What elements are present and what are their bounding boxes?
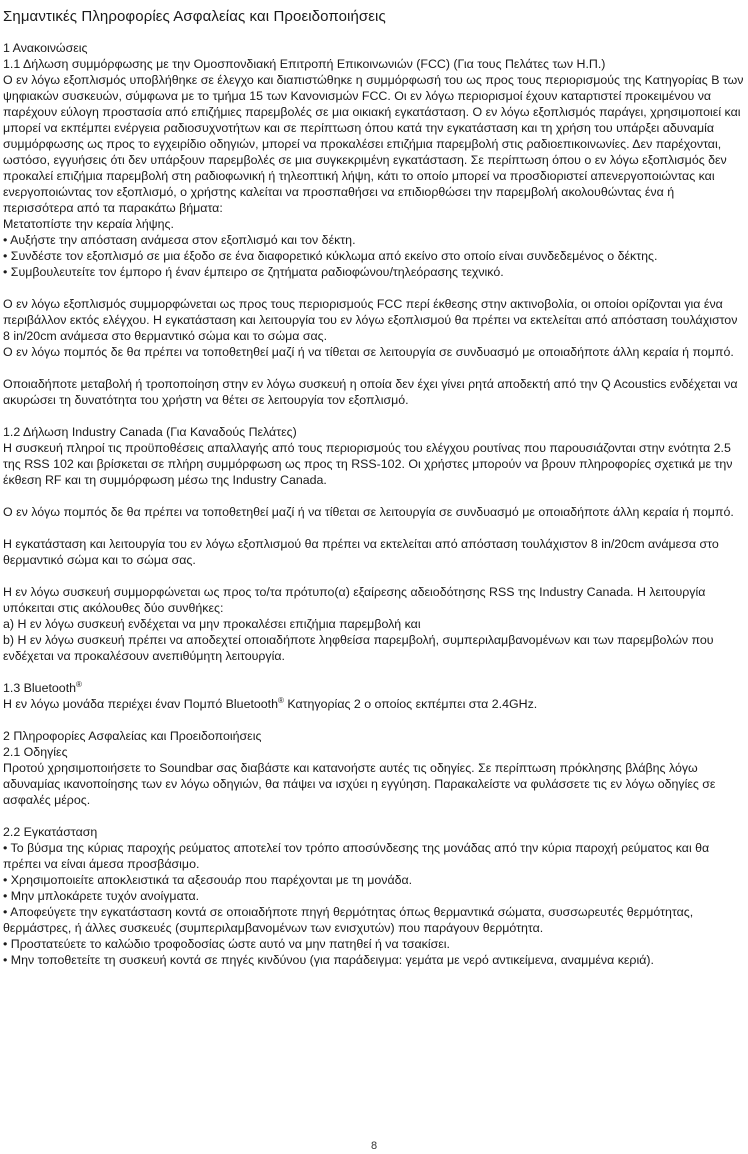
bluetooth-text-a: Η εν λόγω μονάδα περιέχει έναν Πομπό Bluetooth bbox=[3, 697, 279, 711]
spacer bbox=[3, 520, 744, 536]
fcc-step-4: • Συμβουλευτείτε τον έμπορο ή έναν έμπειρο σε ζητήματα ραδιοφώνου/τηλεόρασης τεχνικό. bbox=[3, 265, 504, 279]
ic-condition-a: a) Η εν λόγω συσκευή ενδέχεται να μην προκαλέσει επιζήμια παρεμβολή και bbox=[3, 617, 421, 631]
spacer bbox=[3, 280, 744, 296]
section-1-1-heading: 1.1 Δήλωση συμμόρφωσης με την Ομοσπονδιακή Επιτροπή Επικοινωνιών (FCC) (Για τους Πελάτες των Η.Π.) bbox=[3, 57, 606, 71]
installation-item-4: • Αποφεύγετε την εγκατάσταση κοντά σε οποιαδήποτε πηγή θερμότητας όπως θερμαντικά σώματα, συσσωρευτές θερμότητας, θερμάστρες, ή άλλες συσκευές (συμπεριλαμβανομένων των ενισχυτών) που παράγουν θερμότητα. bbox=[3, 905, 694, 935]
installation-item-3: • Μην μπλοκάρετε τυχόν ανοίγματα. bbox=[3, 889, 200, 903]
ic-paragraph-3: Η εγκατάσταση και λειτουργία του εν λόγω εξοπλισμού θα πρέπει να εκτελείται από απόσταση τουλάχιστον 8 in/20cm ανάμεσα στο θερμαντικό σώμα και το σώμα σας. bbox=[3, 537, 719, 567]
section-2-2-heading: 2.2 Εγκατάσταση bbox=[3, 825, 98, 839]
ic-paragraph-2: Ο εν λόγω πομπός δε θα πρέπει να τοποθετηθεί μαζί ή να τίθεται σε λειτουργία σε συνδυασμό με οποιαδήποτε άλλη κεραία ή πομπό. bbox=[3, 505, 734, 519]
installation-item-6: • Μην τοποθετείτε τη συσκευή κοντά σε πηγές κινδύνου (για παράδειγμα: γεμάτα με νερό αντικείμενα, αναμμένα κεριά). bbox=[3, 953, 654, 967]
spacer bbox=[3, 808, 744, 824]
bluetooth-text-b: Κατηγορίας 2 ο οποίος εκπέμπει στα 2.4GHz. bbox=[283, 697, 538, 711]
spacer bbox=[3, 488, 744, 504]
section-2-1-heading: 2.1 Οδηγίες bbox=[3, 745, 68, 759]
fcc-paragraph-3: Ο εν λόγω πομπός δε θα πρέπει να τοποθετηθεί μαζί ή να τίθεται σε λειτουργία σε συνδυασμό με οποιαδήποτε άλλη κεραία ή πομπό. bbox=[3, 345, 734, 359]
instructions-paragraph: Προτού χρησιμοποιήσετε το Soundbar σας διαβάστε και κατανοήστε αυτές τις οδηγίες. Σε περίπτωση πρόκλησης βλάβης λόγω αδυναμίας ικανοποίησης των εν λόγω οδηγιών, θα πάψει να ισχύει η εγγύηση. Παρακαλείστε να φυλάσσετε τις εν λόγω οδηγίες σε ασφαλές μέρος. bbox=[3, 761, 716, 807]
fcc-step-1: Μετατοπίστε την κεραία λήψης. bbox=[3, 217, 174, 231]
page-number: 8 bbox=[370, 1140, 378, 1152]
spacer bbox=[3, 408, 744, 424]
section-1-2-heading: 1.2 Δήλωση Industry Canada (Για Καναδούς Πελάτες) bbox=[3, 425, 297, 439]
spacer bbox=[3, 568, 744, 584]
section-1-3-heading bbox=[3, 680, 744, 696]
spacer bbox=[3, 712, 744, 728]
registered-mark: ® bbox=[76, 680, 82, 689]
fcc-paragraph-1: Ο εν λόγω εξοπλισμός υποβλήθηκε σε έλεγχο και διαπιστώθηκε η συμμόρφωσή του ως προς τους περιορισμούς της Κατηγορίας Β των ψηφιακών συσκευών, σύμφωνα με το τμήμα 15 των Κανονισμών FCC. Οι εν λόγω περιορισμοί έχουν καταρτιστεί προκειμένου να παρέχουν εύλογη προστασία από επιζήμιες παρεμβολές σε μια οικιακή εγκατάσταση. Ο εν λόγω εξοπλισμός παράγει, χρησιμοποιεί και μπορεί να εκπέμπει ενέργεια ραδιοσυχνοτήτων και σε περίπτωση όπου κατά την εγκατάσταση και τη χρήση του υπάρξει αδυναμία συμμόρφωσης ως προς το εγχειρίδιο οδηγιών, μπορεί να προκαλέσει επιζήμια παρεμβολή στις ραδιοεπικοινωνίες. Δεν παρέχονται, ωστόσο, εγγυήσεις ότι δεν υπάρξουν παρεμβολές σε μια συγκεκριμένη εγκατάσταση. Σε περίπτωση όπου ο εν λόγω εξοπλισμός δεν προκαλεί επιζήμια παρεμβολή στη ραδιοφωνική ή τηλεοπτική λήψη, κάτι το οποίο μπορεί να προσδιοριστεί απενεργοποιώντας και ενεργοποιώντας τον εξοπλισμό, ο χρήστης καλείται να προσπαθήσει να επιδιορθώσει την παρεμβολή ακολουθώντας ένα ή περισσότερα από τα παρακάτω βήματα: bbox=[3, 73, 744, 215]
ic-condition-b: b) Η εν λόγω συσκευή πρέπει να αποδεχτεί οποιαδήποτε ληφθείσα παρεμβολή, συμπεριλαμβανομένων και των παρεμβολών που ενδέχεται να προκαλέσουν ανεπιθύμητη λειτουργία. bbox=[3, 633, 714, 663]
fcc-paragraph-4: Οποιαδήποτε μεταβολή ή τροποποίηση στην εν λόγω συσκευή η οποία δεν έχει γίνει ρητά αποδεκτή από την Q Acoustics ενδέχεται να ακυρώσει τη δυνατότητα του χρήστη να θέτει σε λειτουργία τον εξοπλισμό. bbox=[3, 377, 738, 407]
spacer bbox=[3, 664, 744, 680]
ic-paragraph-1: Η συσκευή πληροί τις προϋποθέσεις απαλλαγής από τους περιορισμούς του ελέγχου ρουτίνας που παρουσιάζονται στην ενότητα 2.5 της RSS 102 και βρίσκεται σε πλήρη συμμόρφωση ως προς τη RSS-102. Οι χρήστες μπορούν να βρουν πληροφορίες σχετικά με την έκθεση RF και τη συμμόρφωση μέσω της Industry Canada. bbox=[3, 441, 733, 487]
page-title: Σημαντικές Πληροφορίες Ασφαλείας και Προειδοποιήσεις bbox=[3, 8, 386, 25]
section-2-heading: 2 Πληροφορίες Ασφαλείας και Προειδοποιήσεις bbox=[3, 729, 262, 743]
registered-mark: ® bbox=[278, 696, 284, 705]
fcc-step-3: • Συνδέστε τον εξοπλισμό σε μια έξοδο σε ένα διαφορετικό κύκλωμα από εκείνο στο οποίο είναι συνδεδεμένος ο δέκτης. bbox=[3, 249, 658, 263]
section-1-heading: 1 Ανακοινώσεις bbox=[3, 41, 88, 55]
ic-paragraph-4: Η εν λόγω συσκευή συμμορφώνεται ως προς το/τα πρότυπο(α) εξαίρεσης αδειοδότησης RSS της Industry Canada. Η λειτουργία υπόκειται στις ακόλουθες δύο συνθήκες: bbox=[3, 585, 706, 615]
spacer bbox=[3, 360, 744, 376]
bluetooth-paragraph bbox=[3, 696, 744, 712]
installation-item-2: • Χρησιμοποιείτε αποκλειστικά τα αξεσουάρ που παρέχονται με τη μονάδα. bbox=[3, 873, 413, 887]
bluetooth-heading-text: 1.3 Bluetooth bbox=[3, 681, 77, 695]
fcc-step-2: • Αυξήστε την απόσταση ανάμεσα στον εξοπλισμό και τον δέκτη. bbox=[3, 233, 356, 247]
installation-item-1: • Το βύσμα της κύριας παροχής ρεύματος αποτελεί τον τρόπο αποσύνδεσης της μονάδας από την κύρια παροχή ρεύματος και θα πρέπει να είναι άμεσα προσβάσιμο. bbox=[3, 841, 710, 871]
fcc-paragraph-2: Ο εν λόγω εξοπλισμός συμμορφώνεται ως προς τους περιορισμούς FCC περί έκθεσης στην ακτινοβολία, οι οποίοι ορίζονται για ένα περιβάλλον εκτός ελέγχου. Η εγκατάσταση και λειτουργία του εν λόγω εξοπλισμού θα πρέπει να εκτελείται από απόσταση τουλάχιστον 8 in/20cm ανάμεσα στο θερμαντικό σώμα και το σώμα σας. bbox=[3, 297, 738, 343]
installation-item-5: • Προστατεύετε το καλώδιο τροφοδοσίας ώστε αυτό να μην πατηθεί ή να τσακίσει. bbox=[3, 937, 450, 951]
